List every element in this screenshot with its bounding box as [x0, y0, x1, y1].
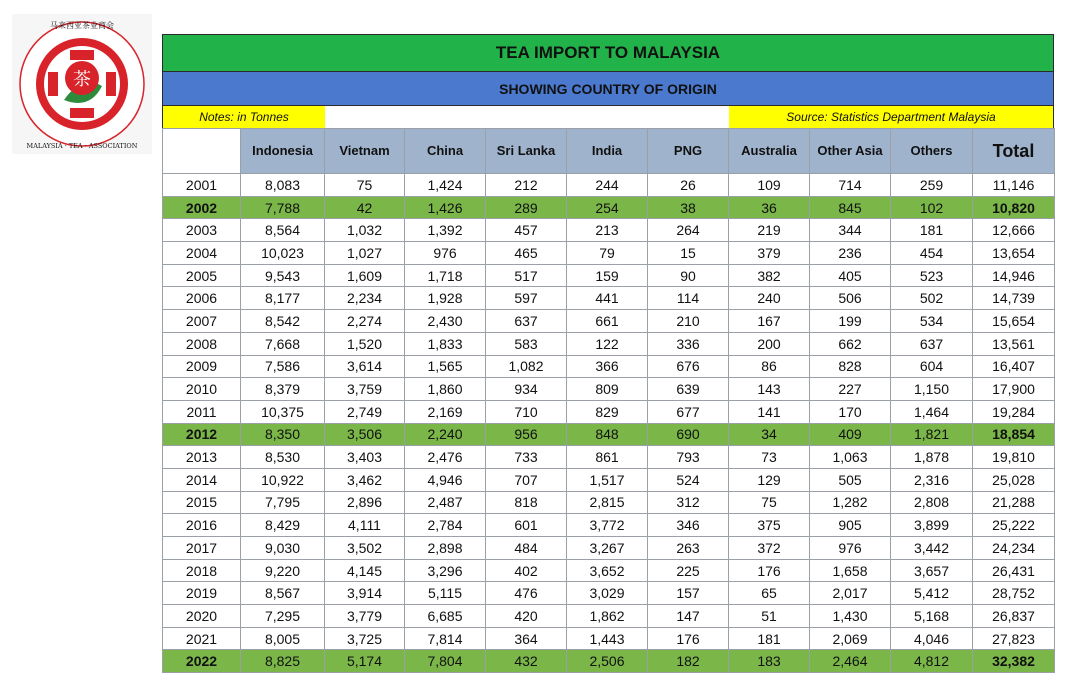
year-cell: 2005	[163, 264, 241, 287]
header-row	[163, 129, 1055, 174]
value-cell: 65	[729, 582, 810, 605]
value-cell: 1,718	[405, 264, 486, 287]
value-cell: 2,808	[891, 491, 973, 514]
value-cell: 3,725	[325, 627, 405, 650]
header-indonesia: Indonesia	[241, 129, 325, 174]
value-cell: 534	[891, 310, 973, 333]
table-row	[163, 582, 1055, 605]
value-cell: 2,274	[325, 310, 405, 333]
value-cell: 4,046	[891, 627, 973, 650]
notes-blank	[325, 106, 729, 128]
value-cell: 26	[648, 174, 729, 197]
value-cell: 583	[486, 332, 567, 355]
value-cell: 2,430	[405, 310, 486, 333]
value-cell: 1,862	[567, 605, 648, 628]
table-row	[163, 537, 1055, 560]
value-cell: 312	[648, 491, 729, 514]
year-cell: 2016	[163, 514, 241, 537]
value-cell: 3,779	[325, 605, 405, 628]
value-cell: 465	[486, 242, 567, 265]
value-cell: 1,150	[891, 378, 973, 401]
value-cell: 809	[567, 378, 648, 401]
total-cell: 14,739	[973, 287, 1055, 310]
value-cell: 5,174	[325, 650, 405, 673]
value-cell: 75	[729, 491, 810, 514]
value-cell: 661	[567, 310, 648, 333]
value-cell: 2,169	[405, 400, 486, 423]
table-row	[163, 491, 1055, 514]
value-cell: 289	[486, 196, 567, 219]
association-logo	[12, 14, 152, 154]
value-cell: 1,063	[810, 446, 891, 469]
year-cell: 2018	[163, 559, 241, 582]
total-cell: 16,407	[973, 355, 1055, 378]
value-cell: 364	[486, 627, 567, 650]
value-cell: 476	[486, 582, 567, 605]
value-cell: 956	[486, 423, 567, 446]
value-cell: 372	[729, 537, 810, 560]
value-cell: 141	[729, 400, 810, 423]
import-table	[162, 128, 1055, 673]
emblem-glyph: 茶	[73, 69, 91, 90]
logo-ring-text-top: 马来西亚茶业商会	[50, 21, 114, 30]
value-cell: 176	[729, 559, 810, 582]
table-row	[163, 378, 1055, 401]
value-cell: 3,029	[567, 582, 648, 605]
value-cell: 382	[729, 264, 810, 287]
year-cell: 2011	[163, 400, 241, 423]
value-cell: 517	[486, 264, 567, 287]
header-other-asia: Other Asia	[810, 129, 891, 174]
value-cell: 9,030	[241, 537, 325, 560]
table-row	[163, 650, 1055, 673]
year-cell: 2021	[163, 627, 241, 650]
value-cell: 42	[325, 196, 405, 219]
value-cell: 690	[648, 423, 729, 446]
table-row	[163, 332, 1055, 355]
value-cell: 861	[567, 446, 648, 469]
value-cell: 210	[648, 310, 729, 333]
value-cell: 2,316	[891, 468, 973, 491]
value-cell: 710	[486, 400, 567, 423]
total-cell: 10,820	[973, 196, 1055, 219]
value-cell: 75	[325, 174, 405, 197]
value-cell: 3,759	[325, 378, 405, 401]
value-cell: 8,825	[241, 650, 325, 673]
value-cell: 676	[648, 355, 729, 378]
value-cell: 905	[810, 514, 891, 537]
value-cell: 7,804	[405, 650, 486, 673]
value-cell: 1,426	[405, 196, 486, 219]
value-cell: 441	[567, 287, 648, 310]
value-cell: 170	[810, 400, 891, 423]
value-cell: 263	[648, 537, 729, 560]
value-cell: 2,784	[405, 514, 486, 537]
header-vietnam: Vietnam	[325, 129, 405, 174]
value-cell: 1,821	[891, 423, 973, 446]
header-png: PNG	[648, 129, 729, 174]
total-cell: 19,810	[973, 446, 1055, 469]
value-cell: 51	[729, 605, 810, 628]
value-cell: 346	[648, 514, 729, 537]
note-left: Notes: in Tonnes	[163, 106, 325, 128]
value-cell: 8,567	[241, 582, 325, 605]
year-cell: 2013	[163, 446, 241, 469]
value-cell: 244	[567, 174, 648, 197]
header-year	[163, 129, 241, 174]
table-row	[163, 287, 1055, 310]
value-cell: 6,685	[405, 605, 486, 628]
value-cell: 182	[648, 650, 729, 673]
value-cell: 176	[648, 627, 729, 650]
table-row	[163, 264, 1055, 287]
value-cell: 402	[486, 559, 567, 582]
value-cell: 457	[486, 219, 567, 242]
table-row	[163, 310, 1055, 333]
header-sri-lanka: Sri Lanka	[486, 129, 567, 174]
value-cell: 714	[810, 174, 891, 197]
value-cell: 10,375	[241, 400, 325, 423]
value-cell: 10,922	[241, 468, 325, 491]
year-cell: 2002	[163, 196, 241, 219]
table-row	[163, 627, 1055, 650]
value-cell: 2,069	[810, 627, 891, 650]
value-cell: 405	[810, 264, 891, 287]
value-cell: 733	[486, 446, 567, 469]
value-cell: 1,082	[486, 355, 567, 378]
value-cell: 484	[486, 537, 567, 560]
table-row	[163, 400, 1055, 423]
value-cell: 264	[648, 219, 729, 242]
value-cell: 4,812	[891, 650, 973, 673]
table-row	[163, 423, 1055, 446]
note-right: Source: Statistics Department Malaysia	[729, 106, 1053, 128]
total-cell: 28,752	[973, 582, 1055, 605]
value-cell: 2,749	[325, 400, 405, 423]
table-row	[163, 605, 1055, 628]
value-cell: 2,506	[567, 650, 648, 673]
value-cell: 1,860	[405, 378, 486, 401]
value-cell: 147	[648, 605, 729, 628]
value-cell: 143	[729, 378, 810, 401]
value-cell: 199	[810, 310, 891, 333]
year-cell: 2019	[163, 582, 241, 605]
value-cell: 1,878	[891, 446, 973, 469]
value-cell: 7,295	[241, 605, 325, 628]
value-cell: 662	[810, 332, 891, 355]
year-cell: 2001	[163, 174, 241, 197]
value-cell: 3,899	[891, 514, 973, 537]
header-total: Total	[973, 129, 1055, 174]
value-cell: 502	[891, 287, 973, 310]
value-cell: 845	[810, 196, 891, 219]
value-cell: 5,412	[891, 582, 973, 605]
table-subtitle: SHOWING COUNTRY OF ORIGIN	[162, 72, 1054, 106]
total-cell: 13,654	[973, 242, 1055, 265]
value-cell: 3,462	[325, 468, 405, 491]
value-cell: 1,517	[567, 468, 648, 491]
value-cell: 183	[729, 650, 810, 673]
value-cell: 336	[648, 332, 729, 355]
year-cell: 2017	[163, 537, 241, 560]
table-row	[163, 174, 1055, 197]
table-title: TEA IMPORT TO MALAYSIA	[162, 34, 1054, 72]
value-cell: 1,928	[405, 287, 486, 310]
value-cell: 5,115	[405, 582, 486, 605]
value-cell: 2,487	[405, 491, 486, 514]
value-cell: 159	[567, 264, 648, 287]
year-cell: 2003	[163, 219, 241, 242]
value-cell: 90	[648, 264, 729, 287]
value-cell: 432	[486, 650, 567, 673]
value-cell: 36	[729, 196, 810, 219]
value-cell: 34	[729, 423, 810, 446]
value-cell: 3,614	[325, 355, 405, 378]
value-cell: 505	[810, 468, 891, 491]
value-cell: 129	[729, 468, 810, 491]
year-cell: 2009	[163, 355, 241, 378]
table-row	[163, 242, 1055, 265]
value-cell: 8,530	[241, 446, 325, 469]
value-cell: 7,586	[241, 355, 325, 378]
value-cell: 7,668	[241, 332, 325, 355]
value-cell: 254	[567, 196, 648, 219]
year-cell: 2022	[163, 650, 241, 673]
value-cell: 454	[891, 242, 973, 265]
value-cell: 677	[648, 400, 729, 423]
year-cell: 2014	[163, 468, 241, 491]
value-cell: 1,027	[325, 242, 405, 265]
value-cell: 409	[810, 423, 891, 446]
value-cell: 639	[648, 378, 729, 401]
total-cell: 25,028	[973, 468, 1055, 491]
value-cell: 344	[810, 219, 891, 242]
value-cell: 3,267	[567, 537, 648, 560]
value-cell: 8,429	[241, 514, 325, 537]
value-cell: 109	[729, 174, 810, 197]
value-cell: 1,032	[325, 219, 405, 242]
value-cell: 4,946	[405, 468, 486, 491]
year-cell: 2012	[163, 423, 241, 446]
total-cell: 26,431	[973, 559, 1055, 582]
value-cell: 3,403	[325, 446, 405, 469]
value-cell: 15	[648, 242, 729, 265]
value-cell: 1,464	[891, 400, 973, 423]
value-cell: 3,506	[325, 423, 405, 446]
value-cell: 366	[567, 355, 648, 378]
table-row	[163, 196, 1055, 219]
value-cell: 597	[486, 287, 567, 310]
value-cell: 212	[486, 174, 567, 197]
value-cell: 8,005	[241, 627, 325, 650]
total-cell: 11,146	[973, 174, 1055, 197]
value-cell: 637	[891, 332, 973, 355]
value-cell: 8,542	[241, 310, 325, 333]
value-cell: 181	[891, 219, 973, 242]
value-cell: 2,017	[810, 582, 891, 605]
value-cell: 225	[648, 559, 729, 582]
notes-row	[162, 106, 1054, 128]
header-others: Others	[891, 129, 973, 174]
value-cell: 2,898	[405, 537, 486, 560]
value-cell: 1,520	[325, 332, 405, 355]
total-cell: 25,222	[973, 514, 1055, 537]
value-cell: 4,145	[325, 559, 405, 582]
value-cell: 1,609	[325, 264, 405, 287]
total-cell: 14,946	[973, 264, 1055, 287]
table-row	[163, 219, 1055, 242]
table-row	[163, 559, 1055, 582]
value-cell: 167	[729, 310, 810, 333]
value-cell: 219	[729, 219, 810, 242]
value-cell: 1,392	[405, 219, 486, 242]
value-cell: 259	[891, 174, 973, 197]
value-cell: 1,833	[405, 332, 486, 355]
value-cell: 3,772	[567, 514, 648, 537]
value-cell: 604	[891, 355, 973, 378]
value-cell: 829	[567, 400, 648, 423]
value-cell: 10,023	[241, 242, 325, 265]
value-cell: 3,442	[891, 537, 973, 560]
value-cell: 2,464	[810, 650, 891, 673]
value-cell: 524	[648, 468, 729, 491]
value-cell: 707	[486, 468, 567, 491]
value-cell: 3,657	[891, 559, 973, 582]
total-cell: 13,561	[973, 332, 1055, 355]
value-cell: 818	[486, 491, 567, 514]
value-cell: 828	[810, 355, 891, 378]
value-cell: 8,177	[241, 287, 325, 310]
value-cell: 1,424	[405, 174, 486, 197]
value-cell: 1,282	[810, 491, 891, 514]
header-china: China	[405, 129, 486, 174]
total-cell: 12,666	[973, 219, 1055, 242]
value-cell: 240	[729, 287, 810, 310]
value-cell: 637	[486, 310, 567, 333]
value-cell: 3,296	[405, 559, 486, 582]
value-cell: 3,652	[567, 559, 648, 582]
value-cell: 86	[729, 355, 810, 378]
value-cell: 379	[729, 242, 810, 265]
table-row	[163, 355, 1055, 378]
value-cell: 793	[648, 446, 729, 469]
value-cell: 848	[567, 423, 648, 446]
table-row	[163, 468, 1055, 491]
value-cell: 213	[567, 219, 648, 242]
value-cell: 236	[810, 242, 891, 265]
value-cell: 8,564	[241, 219, 325, 242]
year-cell: 2008	[163, 332, 241, 355]
total-cell: 15,654	[973, 310, 1055, 333]
value-cell: 3,502	[325, 537, 405, 560]
value-cell: 2,240	[405, 423, 486, 446]
total-cell: 19,284	[973, 400, 1055, 423]
value-cell: 5,168	[891, 605, 973, 628]
value-cell: 79	[567, 242, 648, 265]
value-cell: 8,083	[241, 174, 325, 197]
year-cell: 2010	[163, 378, 241, 401]
value-cell: 7,788	[241, 196, 325, 219]
value-cell: 4,111	[325, 514, 405, 537]
logo-ring-text-bottom: MALAYSIA · TEA · ASSOCIATION	[26, 142, 138, 150]
total-cell: 21,288	[973, 491, 1055, 514]
value-cell: 7,795	[241, 491, 325, 514]
table-row	[163, 514, 1055, 537]
value-cell: 3,914	[325, 582, 405, 605]
value-cell: 181	[729, 627, 810, 650]
table-body	[163, 174, 1055, 673]
value-cell: 976	[810, 537, 891, 560]
value-cell: 1,443	[567, 627, 648, 650]
total-cell: 32,382	[973, 650, 1055, 673]
header-australia: Australia	[729, 129, 810, 174]
total-cell: 24,234	[973, 537, 1055, 560]
value-cell: 8,350	[241, 423, 325, 446]
total-cell: 17,900	[973, 378, 1055, 401]
total-cell: 26,837	[973, 605, 1055, 628]
value-cell: 934	[486, 378, 567, 401]
tea-association-emblem	[12, 14, 152, 154]
value-cell: 122	[567, 332, 648, 355]
value-cell: 2,476	[405, 446, 486, 469]
value-cell: 7,814	[405, 627, 486, 650]
value-cell: 8,379	[241, 378, 325, 401]
value-cell: 1,658	[810, 559, 891, 582]
total-cell: 27,823	[973, 627, 1055, 650]
header-india: India	[567, 129, 648, 174]
value-cell: 227	[810, 378, 891, 401]
value-cell: 420	[486, 605, 567, 628]
year-cell: 2004	[163, 242, 241, 265]
value-cell: 200	[729, 332, 810, 355]
total-cell: 18,854	[973, 423, 1055, 446]
value-cell: 157	[648, 582, 729, 605]
value-cell: 9,543	[241, 264, 325, 287]
value-cell: 2,234	[325, 287, 405, 310]
value-cell: 9,220	[241, 559, 325, 582]
year-cell: 2020	[163, 605, 241, 628]
value-cell: 601	[486, 514, 567, 537]
year-cell: 2007	[163, 310, 241, 333]
value-cell: 1,565	[405, 355, 486, 378]
year-cell: 2006	[163, 287, 241, 310]
value-cell: 114	[648, 287, 729, 310]
value-cell: 102	[891, 196, 973, 219]
import-table-sheet	[162, 34, 1054, 673]
value-cell: 73	[729, 446, 810, 469]
value-cell: 375	[729, 514, 810, 537]
value-cell: 1,430	[810, 605, 891, 628]
value-cell: 2,815	[567, 491, 648, 514]
value-cell: 506	[810, 287, 891, 310]
year-cell: 2015	[163, 491, 241, 514]
value-cell: 976	[405, 242, 486, 265]
value-cell: 2,896	[325, 491, 405, 514]
table-row	[163, 446, 1055, 469]
value-cell: 523	[891, 264, 973, 287]
value-cell: 38	[648, 196, 729, 219]
